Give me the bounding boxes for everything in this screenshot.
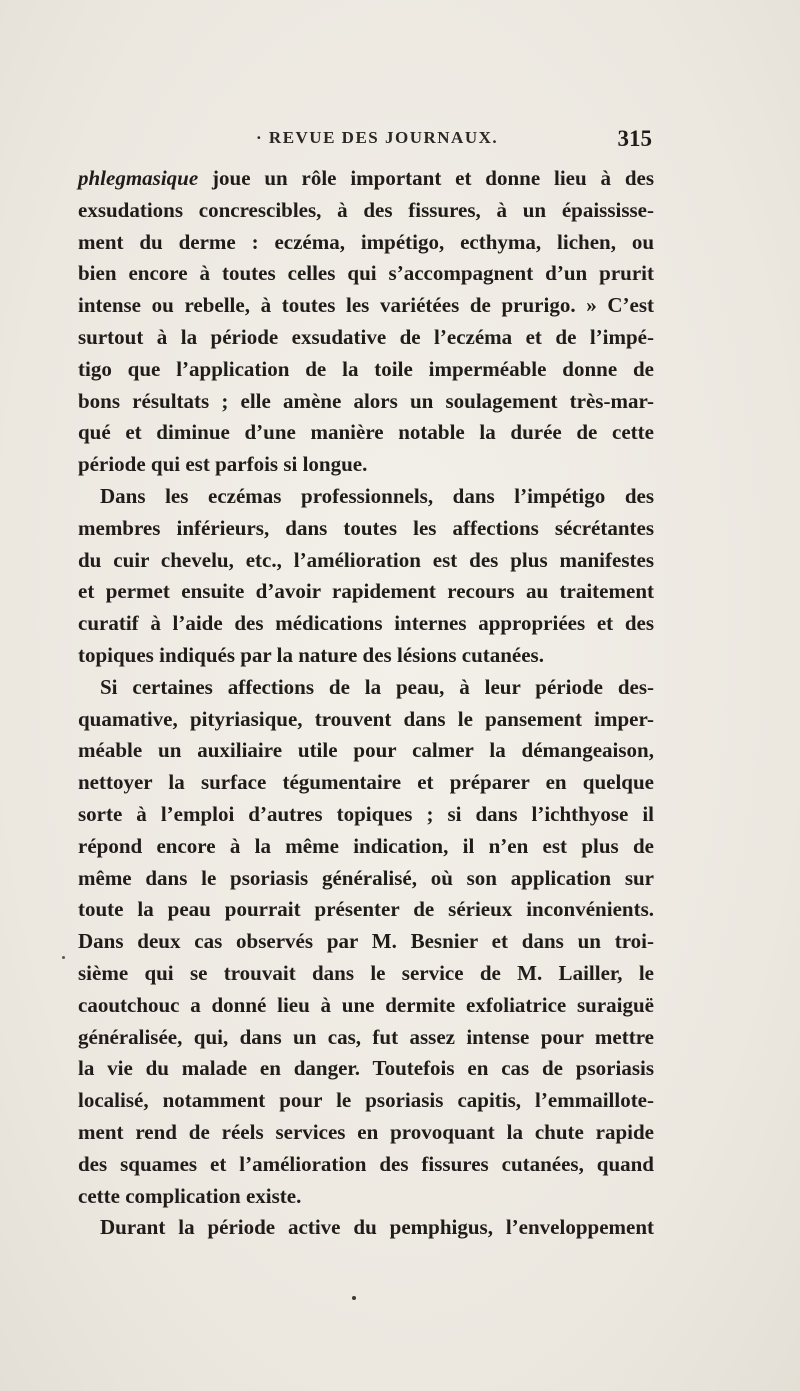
line-text: joue un rôle important et donne lieu à des: [198, 166, 654, 190]
text-line: des squames et l’amélioration des fissures cutanées, quand: [78, 1151, 654, 1176]
text-line: nettoyer la surface tégumentaire et préparer en quelque: [78, 770, 654, 795]
text-line: ment rend de réels services en provoquant la chute rapide: [78, 1119, 654, 1144]
text-line: généralisée, qui, dans un cas, fut assez intense pour mettre: [78, 1024, 654, 1049]
body-text: [78, 163, 654, 1244]
text-line: bien encore à toutes celles qui s’accompagnent d’un prurit: [78, 261, 654, 286]
text-line: même dans le psoriasis généralisé, où son application sur: [78, 865, 654, 890]
paragraph-start-line: Si certaines affections de la peau, à leur période des-: [100, 674, 654, 699]
text-line: toute la peau pourrait présenter de sérieux inconvénients.: [78, 897, 654, 922]
text-line: localisé, notamment pour le psoriasis capitis, l’emmaillote-: [78, 1088, 654, 1113]
ink-dot: [352, 1296, 356, 1300]
text-line: du cuir chevelu, etc., l’amélioration est des plus manifestes: [78, 547, 654, 572]
paragraph-end-line: topiques indiqués par la nature des lésions cutanées.: [78, 642, 544, 667]
text-line: Dans deux cas observés par M. Besnier et dans un troi-: [78, 929, 654, 954]
text-line: sième qui se trouvait dans le service de M. Lailler, le: [78, 960, 654, 985]
text-line: qué et diminue d’une manière notable la durée de cette: [78, 420, 654, 445]
paragraph-end-line: période qui est parfois si longue.: [78, 452, 368, 477]
text-line: la vie du malade en danger. Toutefois en cas de psoriasis: [78, 1056, 654, 1081]
paragraph-end-line: cette complication existe.: [78, 1183, 302, 1208]
text-line: surtout à la période exsudative de l’eczéma et de l’impé-: [78, 324, 654, 349]
text-line: ment du derme : eczéma, impétigo, ecthyma, lichen, ou: [78, 229, 654, 254]
text-line: et permet ensuite d’avoir rapidement recours au traitement: [78, 579, 654, 604]
text-line: [78, 163, 654, 195]
running-title: · REVUE DES JOURNAUX.: [256, 128, 499, 147]
text-line: tigo que l’application de la toile imperméable donne de: [78, 356, 654, 381]
running-header: [78, 126, 652, 156]
text-line: répond encore à la même indication, il n’en est plus de: [78, 833, 654, 858]
page-number: 315: [617, 126, 652, 151]
text-line: membres inférieurs, dans toutes les affections sécrétantes: [78, 515, 654, 540]
margin-mark: [62, 956, 65, 959]
text-line: caoutchouc a donné lieu à une dermite exfoliatrice suraiguë: [78, 992, 654, 1017]
text-line: exsudations concrescibles, à des fissures, à un épaississe-: [78, 197, 654, 222]
text-line: quamative, pityriasique, trouvent dans le pansement imper-: [78, 706, 654, 731]
text-line: méable un auxiliaire utile pour calmer la démangeaison,: [78, 738, 654, 763]
text-line: intense ou rebelle, à toutes les variétées de prurigo. » C’est: [78, 293, 654, 318]
paragraph-start-line: Durant la période active du pemphigus, l’enveloppement: [100, 1215, 654, 1240]
text-line: bons résultats ; elle amène alors un soulagement très-mar-: [78, 388, 654, 413]
italic-term: phlegmasique: [78, 166, 199, 190]
paragraph-start-line: Dans les eczémas professionnels, dans l’impétigo des: [100, 483, 654, 508]
text-line: sorte à l’emploi d’autres topiques ; si dans l’ichthyose il: [78, 801, 654, 826]
text-line: curatif à l’aide des médications internes appropriées et des: [78, 611, 654, 636]
